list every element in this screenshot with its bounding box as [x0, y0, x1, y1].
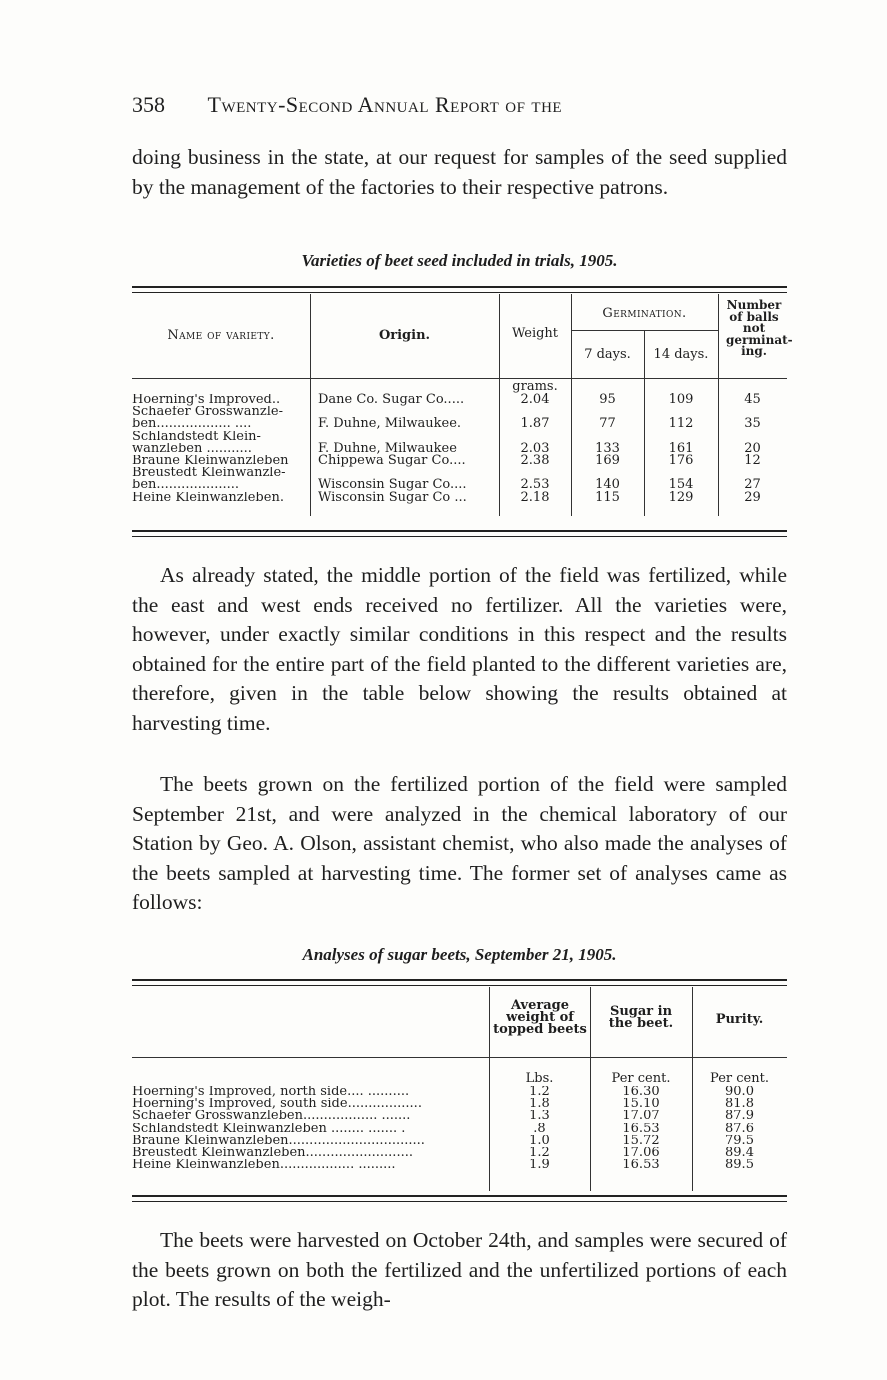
origin: Wisconsin Sugar Co....	[318, 477, 467, 493]
intro-paragraph: doing business in the state, at our request for samples of the seed supplied by the management of the factories to their respective patrons.	[132, 145, 787, 199]
origin: Wisconsin Sugar Co ...	[318, 489, 467, 505]
purity-value: 89.4	[725, 1147, 754, 1160]
weight-value: 2.18	[520, 489, 550, 505]
purity-value: 89.5	[725, 1159, 754, 1172]
header-origin: Origin.	[378, 328, 431, 343]
header-sugar-in-beet: Sugar in the beet.	[608, 1004, 674, 1032]
germination-7-days: 169	[595, 453, 620, 468]
weight-value: 2.03	[520, 440, 550, 456]
sugar-percent-value: 16.53	[622, 1159, 660, 1172]
header-germination: Germination.	[602, 306, 687, 321]
purity-value: 87.9	[725, 1110, 754, 1123]
germination-14-days: 109	[668, 392, 694, 407]
germination-divider	[571, 330, 718, 331]
average-weight-value: 1.2	[529, 1086, 550, 1099]
paragraph-fertilization: As already stated, the middle portion of the field was fertilized, while the east and west ends received no fertilizer. All the varieties were, however, under exactly similar conditions in this respect and the results obtained for the entire part of the field planted to the different varieties are, therefore, given in the table below showing the results obtained at harvesting time.	[132, 563, 787, 735]
variety-name: wanzleben ...........	[132, 442, 252, 455]
paragraph-analysis: The beets grown on the fertilized portion of the field were sampled September 21st, and were analyzed in the chemical laboratory of our Station by Geo. A. Olson, assistant chemist, who also made the analyses of the beets sampled at harvesting time. The former set of analyses came as follows:	[132, 772, 787, 914]
origin: Chippewa Sugar Co....	[318, 453, 466, 468]
average-weight-value: 1.3	[529, 1110, 550, 1123]
germination-14-days: 112	[668, 416, 694, 432]
running-title: Twenty-Second Annual Report of the	[207, 92, 563, 117]
germination-7-days: 140	[595, 477, 620, 493]
average-weight-value: 1.0	[529, 1134, 550, 1147]
unit-grams: grams.	[512, 379, 558, 394]
table1-caption: Varieties of beet seed included in trials, 1905.	[301, 251, 618, 270]
variety-name: Hoerning's Improved..	[132, 394, 281, 407]
variety-name: Braune Kleinwanzleben	[132, 455, 289, 468]
average-weight-value: 1.2	[529, 1147, 550, 1160]
variety-name: Heine Kleinwanzleben.	[132, 491, 284, 504]
header-7-days: 7 days.	[584, 347, 631, 362]
balls-not-germinating: 29	[744, 489, 761, 505]
germination-14-days: 129	[668, 489, 694, 505]
origin: F. Duhne, Milwaukee.	[318, 416, 462, 432]
variety-name: Braune Kleinwanzleben.................................	[132, 1134, 425, 1147]
weight-value: 1.87	[520, 416, 550, 432]
header-weight: Weight	[511, 326, 559, 341]
unit-lbs: Lbs.	[525, 1071, 554, 1086]
average-weight-value: 1.8	[529, 1098, 550, 1111]
table-bottom-rule	[132, 530, 787, 537]
column-divider	[310, 294, 311, 516]
weight-value: 2.38	[520, 453, 550, 468]
header-balls-not-germinating: Number of balls not germinat- ing.	[726, 298, 793, 358]
sugar-percent-value: 17.07	[622, 1110, 660, 1123]
variety-name: Schlandstedt Klein-	[132, 430, 261, 443]
variety-name: ben.................. ....	[132, 418, 252, 431]
variety-name: Hoerning's Improved, north side.... ..........	[132, 1086, 410, 1099]
header-rule	[132, 1057, 787, 1058]
balls-not-germinating: 45	[744, 392, 761, 407]
origin: F. Duhne, Milwaukee	[318, 440, 457, 456]
purity-value: 90.0	[725, 1086, 754, 1099]
purity-value: 87.6	[725, 1122, 754, 1135]
germination-7-days: 95	[599, 392, 616, 407]
paragraph-harvest: The beets were harvested on October 24th, and samples were secured of the beets grown on both the fertilized and the unfertilized portions of each plot. The results of the weigh-	[132, 1228, 787, 1311]
variety-name: Breustedt Kleinwanzleben..........................	[132, 1147, 413, 1160]
unit-purity-per-cent: Per cent.	[710, 1071, 769, 1086]
germination-14-days: 161	[668, 440, 694, 456]
sugar-percent-value: 17.06	[622, 1147, 660, 1160]
average-weight-value: .8	[533, 1122, 546, 1135]
variety-name: Heine Kleinwanzleben.................. .........	[132, 1159, 396, 1172]
balls-not-germinating: 20	[744, 440, 761, 456]
sugar-percent-value: 16.53	[622, 1122, 660, 1135]
header-average-weight: Average weight of topped beets	[493, 998, 587, 1038]
variety-name: Schaefer Grosswanzle-	[132, 406, 283, 419]
variety-name: Hoerning's Improved, south side..................	[132, 1098, 422, 1111]
header-14-days: 14 days.	[653, 347, 709, 362]
variety-name: Schaefer Grosswanzleben.................. .......	[132, 1110, 411, 1123]
unit-sugar-per-cent: Per cent.	[611, 1071, 671, 1086]
variety-name: Schlandstedt Kleinwanzleben ........ ....... .	[132, 1122, 406, 1135]
header-name-of-variety: Name of variety.	[167, 328, 275, 343]
variety-name: Breustedt Kleinwanzle-	[132, 467, 286, 480]
purity-value: 79.5	[725, 1134, 754, 1147]
germination-14-days: 154	[668, 477, 694, 493]
weight-value: 2.04	[520, 392, 550, 407]
table-top-rule	[132, 979, 787, 986]
sugar-percent-value: 15.10	[622, 1098, 660, 1111]
balls-not-germinating: 27	[744, 477, 761, 493]
header-rule	[132, 378, 787, 379]
running-header	[132, 92, 792, 118]
average-weight-value: 1.9	[529, 1159, 550, 1172]
table-top-rule	[132, 286, 787, 293]
origin: Dane Co. Sugar Co.....	[318, 392, 465, 407]
page-number: 358	[132, 92, 165, 117]
sugar-analysis-table	[132, 979, 787, 1204]
germination-14-days: 176	[668, 453, 694, 468]
purity-value: 81.8	[725, 1098, 754, 1111]
balls-not-germinating: 35	[744, 416, 761, 432]
germination-7-days: 77	[599, 416, 616, 432]
germination-7-days: 115	[595, 489, 620, 505]
balls-not-germinating: 12	[744, 453, 761, 468]
variety-name: ben....................	[132, 479, 240, 492]
varieties-table	[132, 286, 793, 540]
sugar-percent-value: 16.30	[622, 1086, 660, 1099]
weight-value: 2.53	[520, 477, 550, 493]
header-purity: Purity.	[715, 1012, 764, 1027]
table2-caption: Analyses of sugar beets, September 21, 1905.	[302, 945, 617, 964]
table-bottom-rule	[132, 1195, 787, 1202]
germination-7-days: 133	[595, 440, 620, 456]
sugar-percent-value: 15.72	[622, 1134, 660, 1147]
